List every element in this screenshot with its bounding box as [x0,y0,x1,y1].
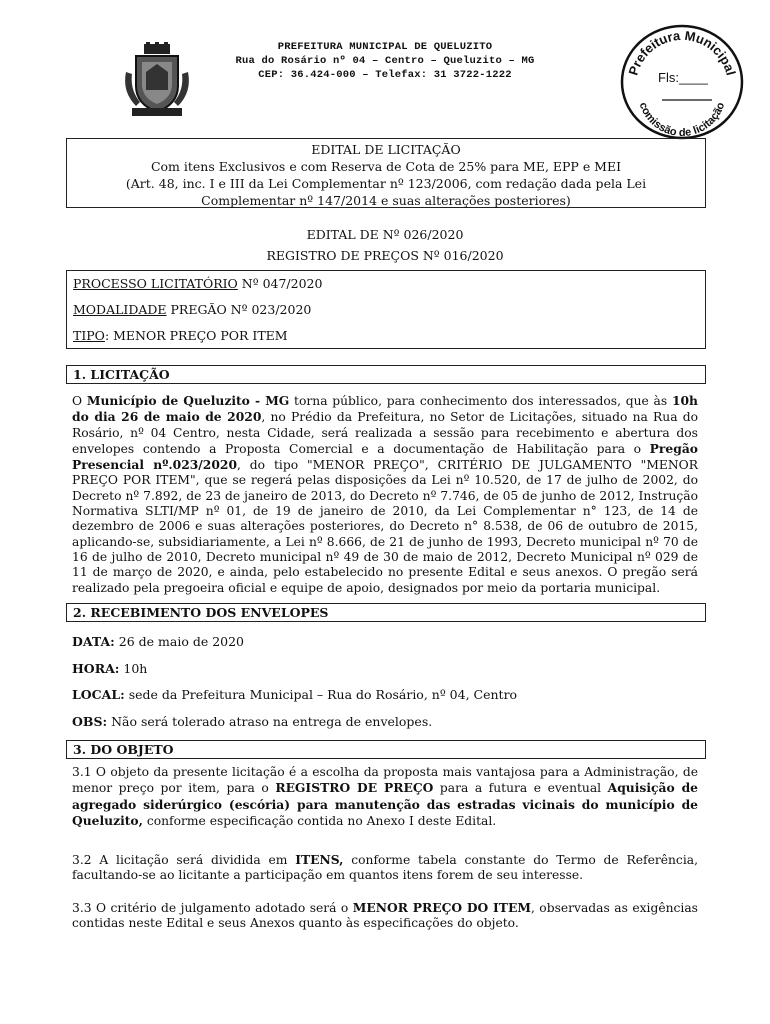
edital-title-box [66,138,706,208]
section-3-3-paragraph: 3.3 O critério de julgamento adotado será o MENOR PREÇO DO ITEM, observadas as exigências contidas neste Edital e seus Anexos quanto às especificações do objeto. [72,900,698,931]
edital-title: EDITAL DE LICITAÇÃO [311,142,461,157]
stamp-bottom-text: comissão de licitação [636,100,728,140]
header-title: PREFEITURA MUNICIPAL DE QUELUZITO [277,41,493,53]
tipo-line: TIPO: MENOR PREÇO POR ITEM [73,328,288,343]
data-line: DATA: 26 de maio de 2020 [72,634,245,649]
section-3-2-paragraph: 3.2 A licitação será dividida em ITENS, conforme tabela constante do Termo de Referência, facultando-se ao licitante a participação em quantos itens forem de seu interesse. [72,852,698,883]
processo-box [66,270,706,349]
section-3-1-paragraph: 3.1 O objeto da presente licitação é a escolha da proposta mais vantajosa para a Administração, de menor preço por item, para o REGISTRO DE PREÇO para a futura e eventual Aquisição de agregado siderúrgico (escória) para manutenção das estradas vicinais do município de Queluzito, conforme especificação contida no Anexo I deste Edital. [72,765,698,828]
registro-precos: REGISTRO DE PREÇOS Nº 016/2020 [266,248,504,263]
section-1-heading: 1. LICITAÇÃO [66,365,706,384]
edital-legal-ref-2: Complementar nº 147/2014 e suas alterações posteriores) [201,193,571,208]
section-1-paragraph: O Município de Queluzito - MG torna público, para conhecimento dos interessados, que às 10h do dia 26 de maio de 2020, no Prédio da Prefeitura, no Setor de Licitações, situado na Rua do Rosário, nº 04 Centro, nesta Cidade, será realizada a sessão para recebimento e abertura dos envelopes contendo a Proposta Comercial e a documentação de Habilitação para o Pregão Presencial nº.023/2020, do tipo "MENOR PREÇO", CRITÉRIO DE JULGAMENTO "MENOR PREÇO POR ITEM", que se regerá pelas disposições da Lei nº 10.520, de 17 de julho de 2002, do Decreto nº 7.892, de 23 de janeiro de 2013, do Decreto nº 7.746, de 05 de junho de 2012, Instrução Normativa SLTI/MP nº 01, de 19 de janeiro de 2010, da Lei Complementar n° 123, de 14 de dezembro de 2006 e suas alterações posteriores, do Decreto n° 8.538, de 06 de outubro de 2015, aplicando-se, subsidiariamente, a Lei nº 8.666, de 21 de junho de 1993, Decreto municipal nº 70 de 16 de julho de 2010, Decreto municipal nº 49 de 30 de maio de 2012, Decreto Municipal nº 029 de 11 de março de 2020, e ainda, pelo estabelecido no presente Edital e seus anexos. O pregão será realizado pela pregoeira oficial e equipe de apoio, designados por meio da portaria municipal. [72,393,698,595]
prefeitura-stamp-icon [618,20,746,142]
hora-line: HORA: 10h [72,661,148,676]
local-line: LOCAL: sede da Prefeitura Municipal – Rua do Rosário, nº 04, Centro [72,687,518,702]
section-3-heading: 3. DO OBJETO [66,740,706,759]
header-address: Rua do Rosário nº 04 – Centro – Queluzito – MG [235,55,535,67]
stamp-top-text: Prefeitura Municipal [625,27,739,78]
obs-line: OBS: Não será tolerado atraso na entrega de envelopes. [72,714,433,729]
modalidade-line: MODALIDADE PREGÃO Nº 023/2020 [73,302,312,317]
stamp-fls-label: Fls:____ [658,70,708,85]
edital-number: EDITAL DE Nº 026/2020 [306,227,464,242]
section-2-heading: 2. RECEBIMENTO DOS ENVELOPES [66,603,706,622]
header-contact: CEP: 36.424-000 – Telefax: 31 3722-1222 [258,69,512,81]
svg-text:comissão de licitação [637,101,728,139]
edital-legal-ref-1: (Art. 48, inc. I e III da Lei Complementar nº 123/2006, com redação dada pela Lei [125,176,647,191]
processo-line: PROCESSO LICITATÓRIO Nº 047/2020 [73,276,323,291]
edital-subtitle: Com itens Exclusivos e com Reserva de Cota de 25% para ME, EPP e MEI [150,159,622,174]
